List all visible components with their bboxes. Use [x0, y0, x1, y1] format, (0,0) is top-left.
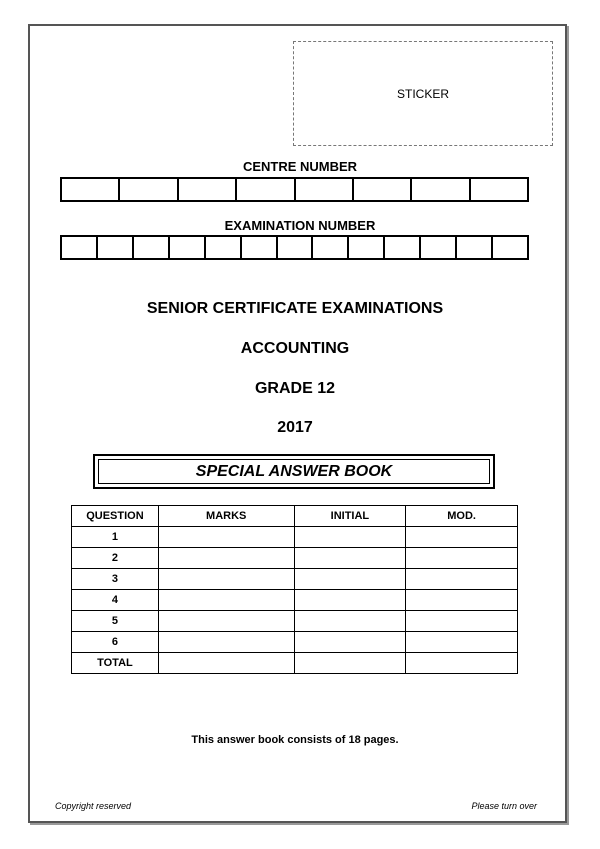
examination-number-digit-box[interactable] — [493, 237, 527, 258]
mod-cell[interactable] — [406, 611, 518, 632]
mod-cell[interactable] — [406, 590, 518, 611]
answer-book-banner — [93, 454, 495, 489]
centre-number-label: CENTRE NUMBER — [242, 159, 358, 174]
centre-number-digit-box[interactable] — [120, 179, 178, 200]
examination-number-digit-box[interactable] — [457, 237, 493, 258]
examination-number-digit-box[interactable] — [242, 237, 278, 258]
question-number: 2 — [72, 548, 159, 569]
question-number: TOTAL — [72, 653, 159, 674]
marks-cell[interactable] — [158, 527, 294, 548]
table-row — [72, 590, 518, 611]
column-header: MARKS — [158, 506, 294, 527]
centre-number-digit-box[interactable] — [179, 179, 237, 200]
examination-number-digit-box[interactable] — [170, 237, 206, 258]
pages-note: This answer book consists of 18 pages. — [191, 734, 399, 746]
table-row — [72, 611, 518, 632]
table-row — [72, 569, 518, 590]
mod-cell[interactable] — [406, 632, 518, 653]
examination-number-digit-box[interactable] — [313, 237, 349, 258]
examination-number-boxes[interactable] — [60, 235, 529, 260]
question-number: 4 — [72, 590, 159, 611]
examination-number-label: EXAMINATION NUMBER — [224, 218, 376, 233]
marks-table — [71, 505, 518, 674]
table-row — [72, 548, 518, 569]
examination-number-digit-box[interactable] — [421, 237, 457, 258]
examination-number-digit-box[interactable] — [98, 237, 134, 258]
mod-cell[interactable] — [406, 527, 518, 548]
subject-title: ACCOUNTING — [240, 340, 350, 357]
marks-cell[interactable] — [158, 569, 294, 590]
turn-over-text: Please turn over — [471, 801, 537, 811]
table-row — [72, 527, 518, 548]
question-number: 5 — [72, 611, 159, 632]
sticker-label: STICKER — [396, 86, 449, 101]
centre-number-digit-box[interactable] — [471, 179, 527, 200]
mod-cell[interactable] — [406, 653, 518, 674]
initial-cell[interactable] — [294, 632, 406, 653]
question-number: 6 — [72, 632, 159, 653]
marks-cell[interactable] — [158, 632, 294, 653]
table-row — [72, 653, 518, 674]
column-header: INITIAL — [294, 506, 406, 527]
initial-cell[interactable] — [294, 590, 406, 611]
answer-book-title: SPECIAL ANSWER BOOK — [98, 459, 490, 484]
initial-cell[interactable] — [294, 653, 406, 674]
marks-cell[interactable] — [158, 653, 294, 674]
mod-cell[interactable] — [406, 569, 518, 590]
mod-cell[interactable] — [406, 548, 518, 569]
centre-number-digit-box[interactable] — [62, 179, 120, 200]
initial-cell[interactable] — [294, 569, 406, 590]
marks-cell[interactable] — [158, 590, 294, 611]
centre-number-digit-box[interactable] — [237, 179, 295, 200]
exam-title: SENIOR CERTIFICATE EXAMINATIONS — [146, 300, 444, 317]
examination-number-digit-box[interactable] — [206, 237, 242, 258]
examination-number-digit-box[interactable] — [385, 237, 421, 258]
examination-number-digit-box[interactable] — [62, 237, 98, 258]
centre-number-digit-box[interactable] — [354, 179, 412, 200]
copyright-text: Copyright reserved — [55, 801, 132, 811]
year-title: 2017 — [277, 419, 313, 436]
question-number: 1 — [72, 527, 159, 548]
centre-number-boxes[interactable] — [60, 177, 529, 202]
initial-cell[interactable] — [294, 527, 406, 548]
grade-title: GRADE 12 — [254, 380, 336, 397]
marks-table-header — [72, 506, 518, 527]
table-row — [72, 632, 518, 653]
initial-cell[interactable] — [294, 611, 406, 632]
initial-cell[interactable] — [294, 548, 406, 569]
examination-number-digit-box[interactable] — [278, 237, 314, 258]
examination-number-digit-box[interactable] — [349, 237, 385, 258]
marks-cell[interactable] — [158, 548, 294, 569]
examination-number-digit-box[interactable] — [134, 237, 170, 258]
marks-cell[interactable] — [158, 611, 294, 632]
column-header: QUESTION — [72, 506, 159, 527]
question-number: 3 — [72, 569, 159, 590]
centre-number-digit-box[interactable] — [412, 179, 470, 200]
centre-number-digit-box[interactable] — [296, 179, 354, 200]
column-header: MOD. — [406, 506, 518, 527]
sticker-box — [293, 41, 553, 146]
